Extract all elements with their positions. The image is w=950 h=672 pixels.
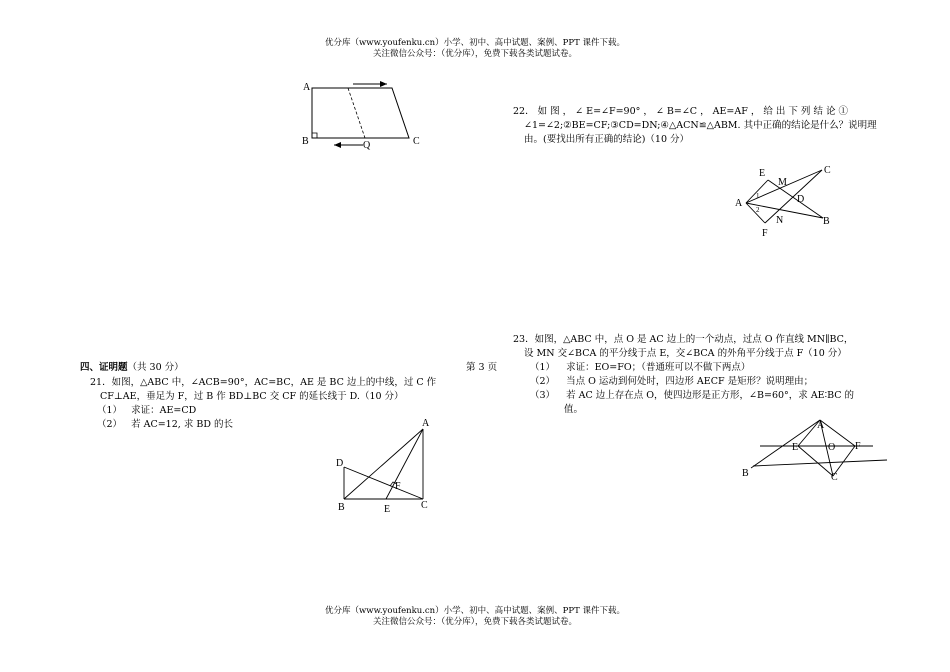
- q23-sub-1: [530, 361, 750, 375]
- q23-sub-1-text: 求证：EO=FO；（普通班可以不做下两点）: [566, 362, 751, 373]
- label-F: F: [762, 228, 768, 239]
- q21-line-1: 21．如图，△ABC 中，∠ACB=90°，AC=BC，AE 是 BC 边上的中线，过 C 作: [90, 377, 437, 388]
- seg-FC: [765, 170, 822, 223]
- label-E: E: [759, 168, 766, 179]
- seg-AB: [751, 420, 820, 468]
- label-D: D: [336, 458, 344, 469]
- label-A: A: [817, 420, 825, 431]
- trapezoid-shape: [312, 88, 409, 138]
- label-F: F: [855, 441, 861, 452]
- q21-sub-2: [97, 418, 233, 432]
- label-C: C: [413, 136, 420, 147]
- label-A: A: [735, 198, 743, 209]
- section-4-points: （共 30 分）: [127, 362, 184, 373]
- footer-line-1: 优分库（www.youfenku.cn）小学、初中、高中试题、案例、PPT 课件下载。: [325, 606, 625, 616]
- q23-line-2: 设 MN 交∠BCA 的平分线于点 E，交∠BCA 的外角平分线于点 F（10 分）: [524, 348, 847, 359]
- q21-sub-1-number: （1）: [97, 405, 123, 416]
- q23-sub-1-number: （1）: [530, 362, 556, 373]
- trapezoid-figure: [295, 75, 435, 155]
- label-1: 1: [756, 192, 760, 200]
- label-M: M: [778, 177, 787, 188]
- q22-figure: [730, 160, 840, 240]
- label-C: C: [824, 165, 831, 176]
- label-Q: Q: [363, 140, 371, 151]
- q22-line-1: 22． 如 图 ， ∠ E=∠F=90° ， ∠ B=∠C ， AE=AF ， 给 出 下 列 结 论 ①: [513, 106, 848, 117]
- label-D: D: [797, 194, 805, 205]
- footer-line-2: 关注微信公众号：（优分库），免费下载各类试题试卷。: [372, 617, 577, 627]
- label-N: N: [776, 215, 784, 226]
- seg-AE: [386, 429, 423, 499]
- header-line-1: 优分库（www.youfenku.cn）小学、初中、高中试题、案例、PPT 课件下载。: [325, 38, 625, 48]
- label-E: E: [792, 442, 799, 453]
- q23-sub-3-text: 若 AC 边上存在点 O，使四边形是正方形，∠B=60°，求 AE∶BC 的: [566, 390, 855, 401]
- label-B: B: [823, 216, 830, 227]
- section-4-title: 四、证明题: [80, 362, 128, 373]
- section-4-heading: [80, 361, 184, 375]
- page-footer: [275, 606, 675, 628]
- q22-line-3: 由。(要找出所有正确的结论)（10 分）: [524, 134, 690, 145]
- q23-sub-2-number: （2）: [530, 376, 556, 387]
- q23-sub-2-text: 当点 O 运动到何处时，四边形 AECF 是矩形？说明理由；: [566, 376, 814, 387]
- q23-sub-2: [530, 375, 813, 389]
- q23-sub-3: [530, 389, 854, 403]
- q21-sub-2-number: （2）: [97, 419, 123, 430]
- q23-figure: [735, 410, 900, 490]
- seg-AB: [344, 429, 423, 499]
- q23-sub-3-continued: 值。: [564, 404, 584, 415]
- label-B: B: [742, 468, 749, 479]
- q21-line-2: CF⊥AE，垂足为 F，过 B 作 BD⊥BC 交 CF 的延长线于 D.（10 分）: [100, 391, 404, 402]
- right-angle-mark: [312, 133, 317, 138]
- label-A: A: [422, 418, 430, 429]
- q21-sub-1-text: 求证：AE=CD: [131, 405, 197, 416]
- label-C: C: [421, 500, 428, 511]
- page-number: 第 3 页: [466, 362, 498, 373]
- arrow-top-head: [380, 81, 387, 87]
- label-F: F: [395, 481, 401, 492]
- q21-figure: [330, 412, 440, 517]
- q23-sub-3-number: （3）: [530, 390, 556, 401]
- seg-DC: [344, 467, 423, 499]
- arrow-bottom-head: [334, 142, 341, 148]
- label-E: E: [384, 504, 391, 515]
- header-line-2: 关注微信公众号：（优分库），免费下载各类试题试卷。: [372, 49, 577, 59]
- label-B: B: [302, 136, 309, 147]
- page-header: [275, 38, 675, 60]
- label-2: 2: [756, 206, 760, 214]
- label-A: A: [303, 82, 311, 93]
- q23-line-1: 23．如图，△ABC 中，点 O 是 AC 边上的一个动点，过点 O 作直线 MN∥BC，: [513, 334, 854, 345]
- q22-line-2: ∠1=∠2;②BE=CF;③CD=DN;④△ACN≌△ABM. 其中正确的结论是什么？说明理: [524, 120, 877, 131]
- dashed-segment: [348, 88, 365, 138]
- label-O: O: [828, 442, 836, 453]
- q21-sub-1: [97, 404, 196, 418]
- q21-sub-2-text: 若 AC=12, 求 BD 的长: [131, 419, 233, 430]
- label-C: C: [831, 472, 838, 483]
- label-B: B: [338, 502, 345, 513]
